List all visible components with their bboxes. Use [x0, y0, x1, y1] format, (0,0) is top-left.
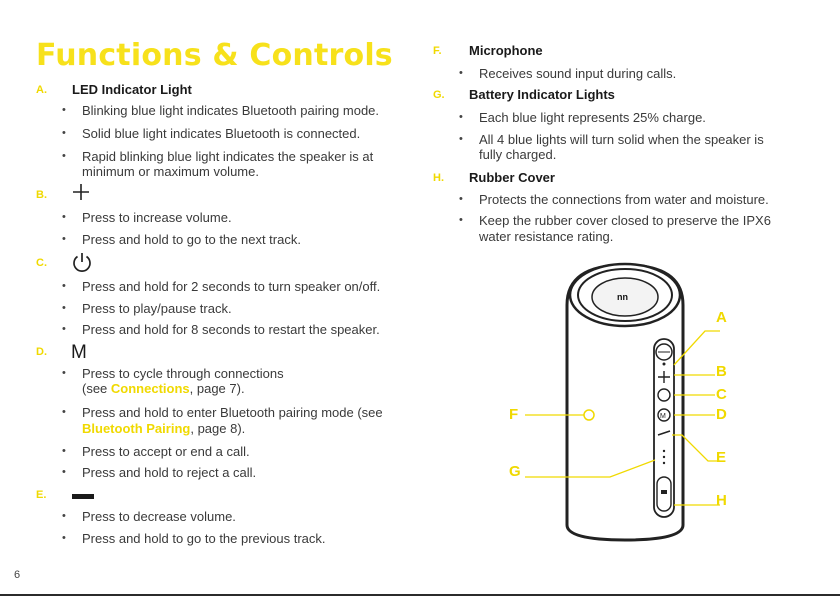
heading-led-indicator: LED Indicator Light — [72, 82, 192, 97]
bullet-h2-cont: water resistance rating. — [479, 229, 614, 244]
bullet-h2: • Keep the rubber cover closed to preserve the IPX6 — [479, 211, 771, 230]
power-icon — [71, 251, 93, 273]
section-letter-d: D. — [36, 346, 47, 358]
bullet-d2-cont: Bluetooth Pairing, page 8). — [82, 421, 246, 436]
bullet-d1-cont: (see Connections, page 7). — [82, 381, 245, 396]
bullet-e1: • Press to decrease volume. — [82, 507, 236, 526]
bullet-a3-cont: minimum or maximum volume. — [82, 164, 259, 179]
minus-icon — [72, 494, 94, 499]
bullet-c3: • Press and hold for 8 seconds to restart the speaker. — [82, 320, 380, 339]
bullet-g2: • All 4 blue lights will turn solid when the speaker is — [479, 130, 764, 149]
bullet-d3: • Press to accept or end a call. — [82, 442, 250, 461]
logo-text: nn — [617, 292, 628, 302]
section-letter-f: F. — [433, 45, 442, 57]
callout-f: F — [509, 406, 519, 423]
callout-d: D — [716, 406, 727, 423]
callout-a: A — [716, 309, 727, 326]
bullet-h1: • Protects the connections from water and moisture. — [479, 190, 769, 209]
section-letter-e: E. — [36, 489, 47, 501]
speaker-diagram — [500, 255, 740, 555]
callout-b: B — [716, 363, 727, 380]
connections-link[interactable]: Connections — [110, 381, 190, 396]
section-letter-h: H. — [433, 172, 444, 184]
heading-rubber-cover: Rubber Cover — [469, 170, 555, 185]
bullet-d2: • Press and hold to enter Bluetooth pairing mode (see — [82, 403, 383, 422]
section-letter-g: G. — [433, 89, 445, 101]
bullet-c2: • Press to play/pause track. — [82, 299, 232, 318]
heading-microphone: Microphone — [469, 43, 543, 58]
bullet-a3: • Rapid blinking blue light indicates the speaker is at — [82, 147, 373, 166]
heading-battery-lights: Battery Indicator Lights — [469, 87, 615, 102]
section-letter-b: B. — [36, 189, 47, 201]
callout-g: G — [509, 463, 521, 480]
bullet-g1: • Each blue light represents 25% charge. — [479, 108, 706, 127]
callout-e: E — [716, 449, 727, 466]
svg-text:M: M — [660, 413, 666, 420]
section-letter-c: C. — [36, 257, 47, 269]
bullet-d4: • Press and hold to reject a call. — [82, 463, 256, 482]
plus-icon — [72, 183, 90, 201]
section-letter-a: A. — [36, 84, 47, 96]
bullet-f1: • Receives sound input during calls. — [479, 64, 676, 83]
bullet-a2: • Solid blue light indicates Bluetooth is connected. — [82, 124, 360, 143]
bullet-b1: • Press to increase volume. — [82, 208, 232, 227]
page-title: Functions & Controls — [36, 38, 393, 73]
callout-c: C — [716, 386, 727, 403]
bullet-d1: • Press to cycle through connections — [82, 364, 284, 383]
bluetooth-pairing-link[interactable]: Bluetooth Pairing — [82, 421, 191, 436]
page-number: 6 — [14, 569, 21, 581]
bullet-e2: • Press and hold to go to the previous track. — [82, 529, 326, 548]
bullet-b2: • Press and hold to go to the next track. — [82, 230, 301, 249]
callout-h: H — [716, 492, 727, 509]
bullet-a1: • Blinking blue light indicates Bluetooth pairing mode. — [82, 101, 379, 120]
bullet-g2-cont: fully charged. — [479, 147, 557, 162]
bullet-c1: • Press and hold for 2 seconds to turn speaker on/off. — [82, 277, 380, 296]
m-button-icon: M — [71, 342, 87, 363]
